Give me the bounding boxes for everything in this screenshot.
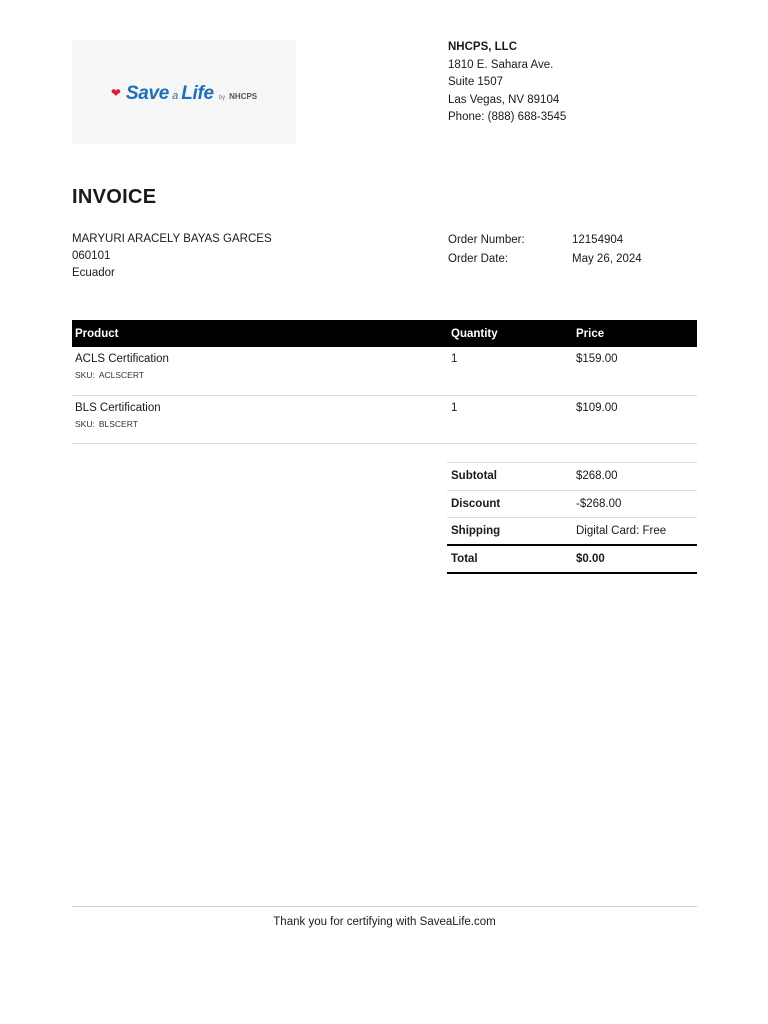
subtotal-label: Subtotal — [447, 463, 572, 491]
product-cell — [72, 395, 448, 443]
customer-name: MARYURI ARACELY BAYAS GARCES — [72, 233, 272, 245]
shipping-label: Shipping — [447, 518, 572, 546]
order-details — [448, 231, 642, 269]
column-header-price: Price — [576, 327, 605, 340]
product-cell — [72, 347, 448, 395]
table-header-row — [72, 320, 697, 347]
table-row — [72, 347, 697, 395]
footer-divider — [72, 906, 697, 907]
company-address-line-1: 1810 E. Sahara Ave. — [448, 58, 554, 71]
product-sku — [75, 370, 445, 380]
subtotal-row — [447, 463, 697, 491]
order-number-row — [448, 231, 642, 250]
quantity-cell: 1 — [448, 395, 573, 443]
order-date-row — [448, 250, 642, 269]
discount-value: -$268.00 — [572, 490, 697, 518]
company-logo — [72, 40, 296, 144]
billing-address-block — [72, 231, 272, 282]
total-value: $0.00 — [572, 545, 697, 573]
quantity-cell: 1 — [448, 347, 573, 395]
subtotal-value: $268.00 — [572, 463, 697, 491]
order-number-label: Order Number: — [448, 234, 525, 246]
company-name: NHCPS, LLC — [448, 41, 517, 53]
shipping-value: Digital Card: Free — [572, 518, 697, 546]
shipping-row — [447, 518, 697, 546]
logo-text-life: Life — [181, 83, 214, 104]
company-city-line: Las Vegas, NV 89104 — [448, 93, 560, 106]
order-date-label: Order Date: — [448, 253, 509, 265]
sku-label: SKU: — [75, 418, 95, 429]
customer-country: Ecuador — [72, 267, 115, 279]
order-items-table — [72, 320, 697, 444]
column-header-quantity: Quantity — [451, 327, 498, 340]
company-address-block — [448, 39, 566, 127]
company-address-line-2: Suite 1507 — [448, 76, 503, 88]
product-sku — [75, 419, 445, 429]
totals-table — [447, 462, 697, 574]
heart-icon: ❤ — [110, 86, 121, 100]
order-number-value: 12154904 — [572, 234, 624, 246]
table-row — [72, 395, 697, 443]
price-cell: $109.00 — [573, 395, 697, 443]
savealife-logo — [111, 83, 257, 105]
order-date-value: May 26, 2024 — [572, 253, 642, 265]
sku-value: BLSCERT — [98, 418, 138, 429]
logo-text-org: NHCPS — [229, 92, 258, 101]
price-cell: $159.00 — [573, 347, 697, 395]
discount-label: Discount — [447, 490, 572, 518]
sku-label: SKU: — [75, 370, 95, 380]
column-header-product: Product — [75, 327, 119, 340]
total-label: Total — [447, 545, 572, 573]
logo-text-save: Save — [125, 83, 170, 104]
product-name: BLS Certification — [75, 401, 161, 414]
customer-postal-code: 060101 — [72, 250, 111, 262]
invoice-title: INVOICE — [72, 186, 157, 208]
logo-text-by: by — [218, 95, 226, 101]
company-phone: Phone: (888) 688-3545 — [448, 111, 567, 123]
sku-value: ACLSCERT — [98, 370, 145, 380]
product-name: ACLS Certification — [75, 353, 169, 365]
discount-row — [447, 490, 697, 518]
total-row — [447, 545, 697, 573]
footer-message: Thank you for certifying with SaveaLife.com — [273, 916, 496, 928]
logo-text-a: a — [172, 90, 179, 102]
